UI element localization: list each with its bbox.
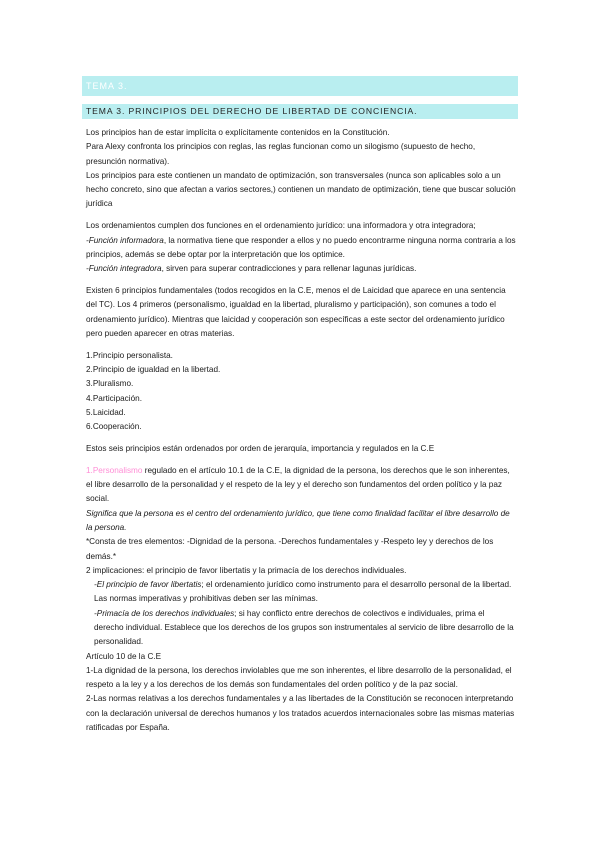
section-title: TEMA 3. PRINCIPIOS DEL DERECHO DE LIBERTAD DE CONCIENCIA. xyxy=(86,106,418,116)
function-informadora xyxy=(86,234,516,263)
primacia-derechos xyxy=(86,607,516,650)
intro-line: Los principios han de estar implícita o explícitamente contenidos en la Constitución. xyxy=(86,128,390,137)
tema-banner xyxy=(82,76,518,96)
primacia-derechos-text: ; si hay conflicto entre derechos de colectivos e individuales, prima el derecho individual. Establece que los derechos de los grupos son instrumentales al servicio de libre desarrollo de la personalidad. xyxy=(94,608,514,647)
section-title-banner xyxy=(82,104,518,119)
function-integradora-label: -Función integradora xyxy=(86,264,162,274)
principles-intro: Existen 6 principios fundamentales (todos recogidos en la C.E, menos el de Laicidad que aparece en una sentencia del TC). Los 4 primeros (personalismo, igualdad en la libertad, pluralismo y participación), son comunes a todo el ordenamiento jurídico). Mientras que laicidad y cooperación son específicas a este sector del ordenamiento jurídico pero pueden aparecer en otras materias. xyxy=(86,285,506,338)
intro-line: Para Alexy confronta los principios con reglas, las reglas funcionan como un silogismo (supuesto de hecho, presunción normativa). xyxy=(86,142,476,166)
function-informadora-label: -Función informadora xyxy=(86,235,164,245)
principle-item: 6.Cooperación. xyxy=(86,422,142,432)
principle-item: 3.Pluralismo. xyxy=(86,379,134,389)
favor-libertatis xyxy=(86,578,516,607)
document-body xyxy=(86,126,516,735)
article-clause: 2-Las normas relativas a los derechos fundamentales y a las libertades de la Constitución se reconocen interpretando con la declaración universal de derechos humanos y los tratados acuerdos internacionales sobre las mismas materias ratificadas por España. xyxy=(86,694,515,733)
personalismo-meaning: Significa que la persona es el centro del ordenamiento jurídico, que tiene como finalidad facilitar el libre desarrollo de la persona. xyxy=(86,508,510,532)
functions-lead: Los ordenamientos cumplen dos funciones en el ordenamiento jurídico: una informadora y otra integradora; xyxy=(86,221,476,231)
function-integradora-text: , sirven para superar contradicciones y para rellenar lagunas jurídicas. xyxy=(161,264,417,274)
principles-order: Estos seis principios están ordenados por orden de jerarquía, importancia y regulados en la C.E xyxy=(86,443,435,453)
principle-item: 2.Principio de igualdad en la libertad. xyxy=(86,364,221,374)
primacia-derechos-label: -Primacía de los derechos individuales xyxy=(94,608,235,618)
personalismo-implications: 2 implicaciones: el principio de favor libertatis y la primacía de los derechos individuales. xyxy=(86,565,407,575)
function-integradora xyxy=(86,262,516,276)
tema-label: TEMA 3. xyxy=(86,81,128,91)
function-informadora-text: , la normativa tiene que responder a ellos y no puedo encontrarme ninguna norma contraria a los principios, además se debe optar por la interpretación que los optimice. xyxy=(86,235,516,259)
intro-line: Los principios para este contienen un mandato de optimización, son transversales (nunca son aplicables solo a un hecho concreto, sino que afectan a varios sectores,) contienen un mandato de optimización, tiene que buscar solución jurídica xyxy=(86,170,516,209)
favor-libertatis-text: ; el ordenamiento jurídico como instrumento para el desarrollo personal de la libertad. Las normas imperativas y prohibitivas deben ser las mínimas. xyxy=(94,580,512,604)
personalismo-text: regulado en el artículo 10.1 de la C.E, la dignidad de la persona, los derechos que le son inherentes, el libre desarrollo de la personalidad y el respeto de la ley y el derecho son fundamentos del orden político y la paz social. xyxy=(86,465,510,504)
article-title: Artículo 10 de la C.E xyxy=(86,651,162,661)
principle-item: 1.Principio personalista. xyxy=(86,350,173,360)
personalismo-heading: 1.Personalismo xyxy=(86,465,143,475)
principle-item: 5.Laicidad. xyxy=(86,407,126,417)
favor-libertatis-label: -El principio de favor libertatis xyxy=(94,580,202,590)
personalismo-elements: *Consta de tres elementos: -Dignidad de la persona. -Derechos fundamentales y -Respeto ley y derechos de los demás.* xyxy=(86,537,494,561)
article-clause: 1-La dignidad de la persona, los derechos inviolables que me son inherentes, el libre desarrollo de la personalidad, el respeto a la ley y a los derechos de los demás son fundamentales del orden político y de la paz social. xyxy=(86,665,512,690)
principle-item: 4.Participación. xyxy=(86,393,142,403)
personalismo-paragraph xyxy=(86,464,516,507)
